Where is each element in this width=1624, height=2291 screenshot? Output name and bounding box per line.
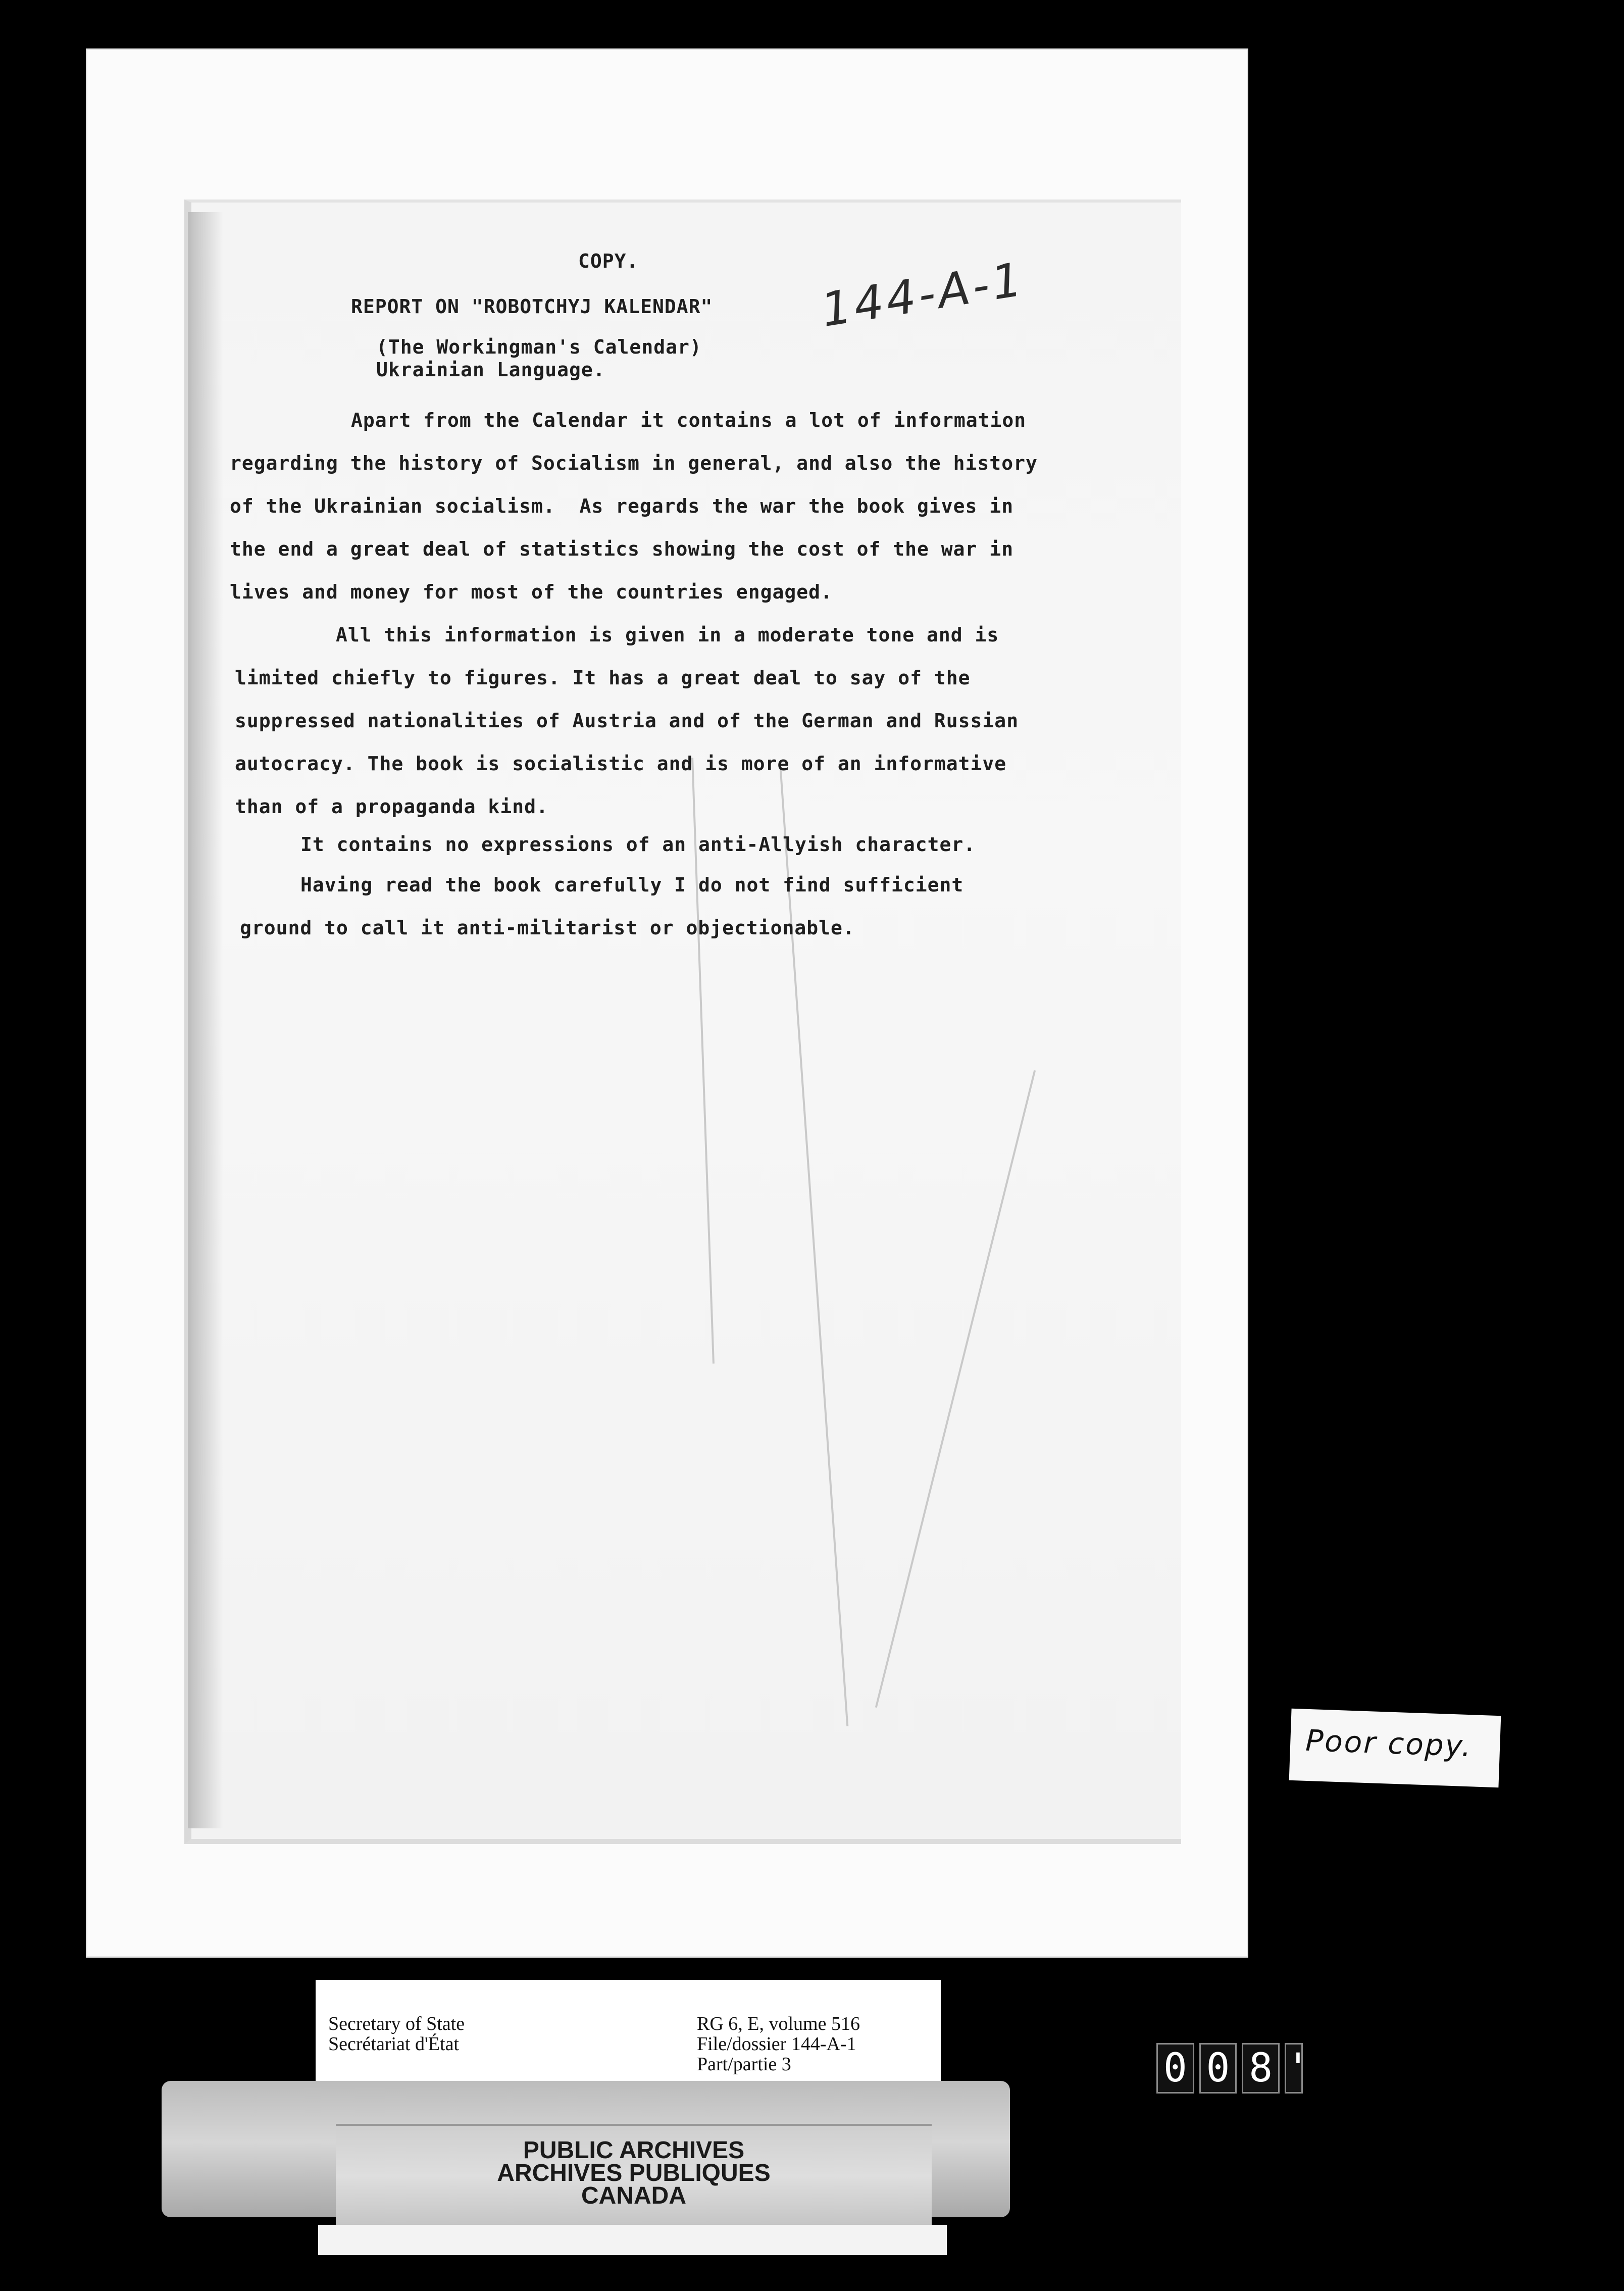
poor-copy-label <box>1289 1709 1501 1787</box>
counter-digit: 8 <box>1242 2043 1280 2094</box>
counter-digit: 0 <box>1199 2043 1237 2094</box>
report-language: Ukrainian Language. <box>376 359 605 381</box>
typed-document <box>184 200 1181 1844</box>
heading-copy: COPY. <box>578 250 639 272</box>
paragraph-line: Having read the book carefully I do not find sufficient <box>300 874 964 896</box>
counter-digit: 0 <box>1156 2043 1194 2094</box>
frame-counter <box>1156 2043 1310 2094</box>
paragraph-line: suppressed nationalities of Austria and of the German and Russian <box>235 710 1019 732</box>
poor-copy-text: Poor copy. <box>1305 1723 1474 1764</box>
report-title: REPORT ON "ROBOTCHYJ KALENDAR" <box>351 295 713 318</box>
paragraph-line: the end a great deal of statistics showing the cost of the war in <box>230 538 1014 560</box>
paragraph-line: Apart from the Calendar it contains a lot of information <box>351 409 1027 431</box>
paragraph-line: regarding the history of Socialism in general, and also the history <box>230 452 1038 474</box>
paragraph-line: ground to call it anti-militarist or objectionable. <box>240 917 855 939</box>
banner-line-fr: ARCHIVES PUBLIQUES <box>497 2160 771 2186</box>
report-subtitle: (The Workingman's Calendar) <box>376 336 702 358</box>
paragraph-line: It contains no expressions of an anti-Allyish character. <box>300 833 976 856</box>
card-ref-volume: RG 6, E, volume 516 <box>697 2013 860 2034</box>
card-ref-part: Part/partie 3 <box>697 2054 791 2075</box>
card-bottom-strip <box>318 2225 947 2255</box>
counter-digit: ' <box>1285 2043 1303 2094</box>
paragraph-line: than of a propaganda kind. <box>235 795 548 818</box>
paragraph-line: All this information is given in a moderate tone and is <box>336 624 999 646</box>
banner-line-en: PUBLIC ARCHIVES <box>523 2137 745 2164</box>
paragraph-line: limited chiefly to figures. It has a great deal to say of the <box>235 667 971 689</box>
card-dept-fr: Secrétariat d'État <box>328 2033 459 2055</box>
card-ref-file: File/dossier 144-A-1 <box>697 2033 856 2055</box>
paragraph-line: of the Ukrainian socialism. As regards the war the book gives in <box>230 495 1014 517</box>
paragraph-line: autocracy. The book is socialistic and is more of an informative <box>235 753 1007 775</box>
card-dept-en: Secretary of State <box>328 2013 465 2034</box>
paragraph-line: lives and money for most of the countries engaged. <box>230 581 833 603</box>
document-fold-shadow <box>188 212 223 1828</box>
banner-line-country: CANADA <box>581 2182 686 2209</box>
handwritten-file-number: 144-A-1 <box>818 252 1029 338</box>
